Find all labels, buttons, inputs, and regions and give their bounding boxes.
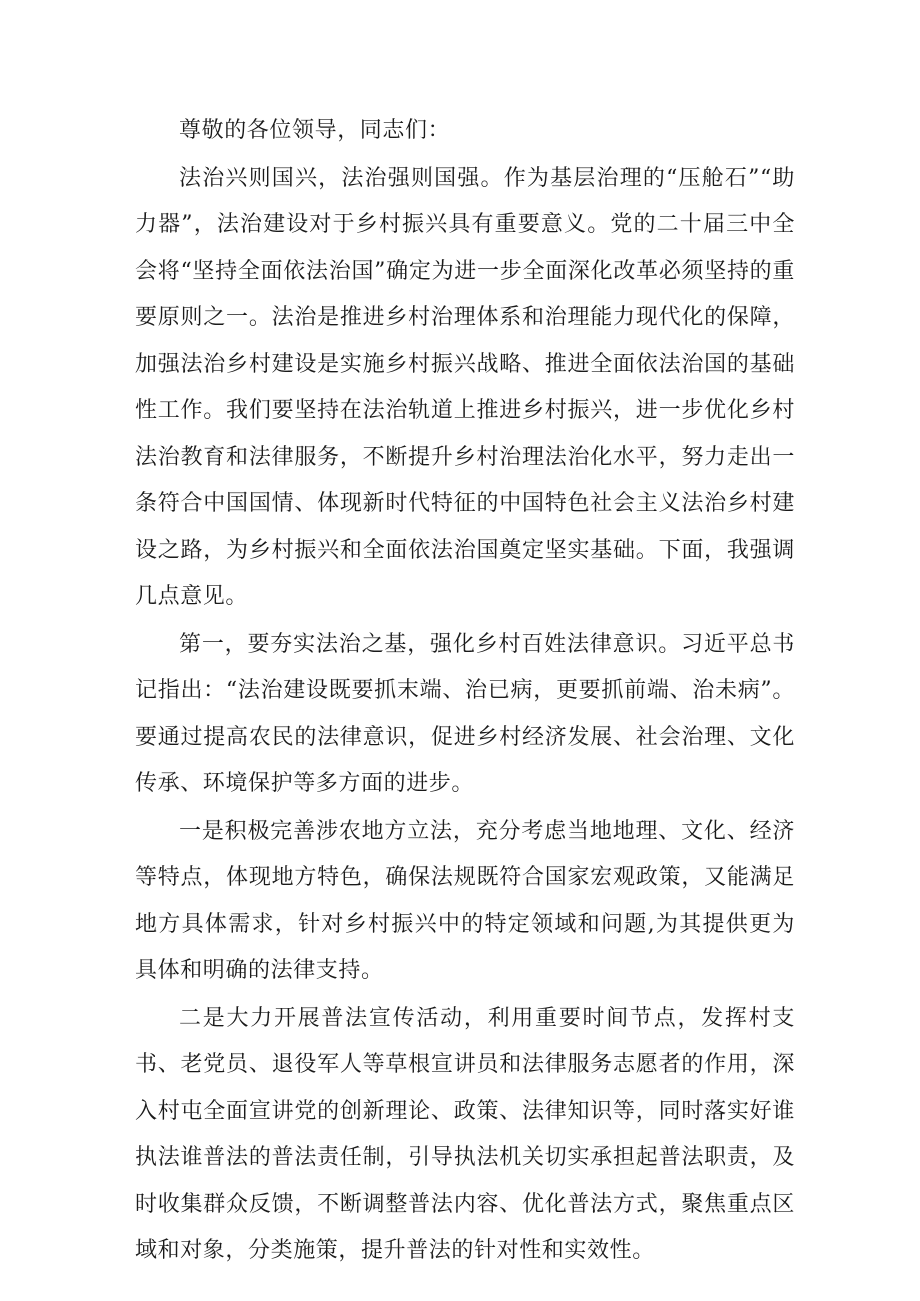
- paragraph-intro: 法治兴则国兴，法治强则国强。作为基层治理的“压舱石”“助力器”，法治建设对于乡村振兴具有重要意义。党的二十届三中全会将“坚持全面依法治国”确定为进一步全面深化改革必须坚持的重要原则之一。法治是推进乡村治理体系和治理能力现代化的保障，加强法治乡村建设是实施乡村振兴战略、推进全面依法治国的基础性工作。我们要坚持在法治轨道上推进乡村振兴，进一步优化乡村法治教育和法律服务，不断提升乡村治理法治化水平，努力走出一条符合中国国情、体现新时代特征的中国特色社会主义法治乡村建设之路，为乡村振兴和全面依法治国奠定坚实基础。下面，我强调几点意见。: [135, 165, 795, 609]
- paragraph-item-one: 一是积极完善涉农地方立法，充分考虑当地地理、文化、经济等特点，体现地方特色，确保法规既符合国家宏观政策，又能满足地方具体需求，针对乡村振兴中的特定领域和问题,为其提供更为具体和明确的法律支持。: [135, 818, 795, 983]
- document-body: [135, 108, 795, 1275]
- paragraph-first-point: 第一，要夯实法治之基，强化乡村百姓法律意识。习近平总书记指出：“法治建设既要抓末端、治已病，更要抓前端、治未病”。要通过提高农民的法律意识，促进乡村经济发展、社会治理、文化传承、环境保护等多方面的进步。: [135, 631, 795, 796]
- paragraph-item-two: 二是大力开展普法宣传活动，利用重要时间节点，发挥村支书、老党员、退役军人等草根宣讲员和法律服务志愿者的作用，深入村屯全面宣讲党的创新理论、政策、法律知识等，同时落实好谁执法谁普法的普法责任制，引导执法机关切实承担起普法职责，及时收集群众反馈，不断调整普法内容、优化普法方式，聚焦重点区域和对象，分类施策，提升普法的针对性和实效性。: [135, 1005, 795, 1263]
- salutation: 尊敬的各位领导，同志们：: [179, 118, 451, 143]
